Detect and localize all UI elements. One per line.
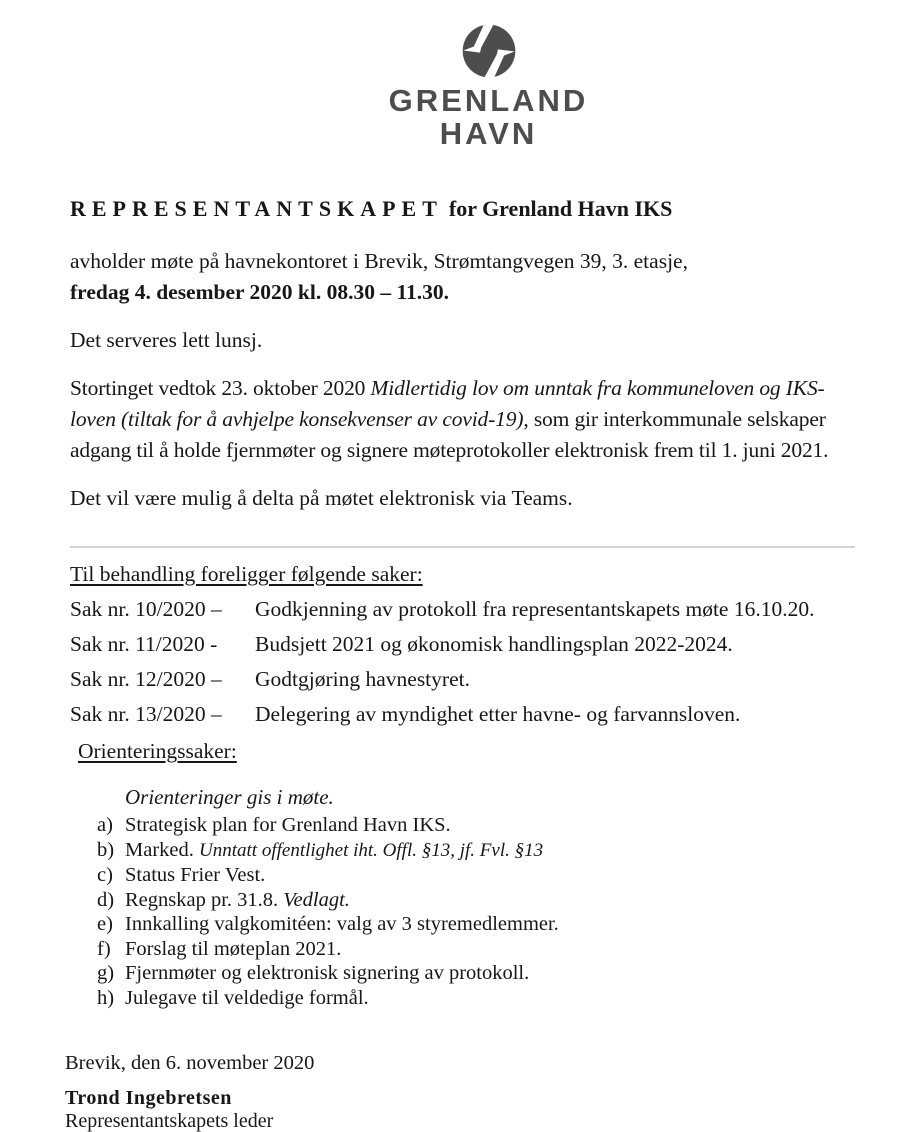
section-divider [70,546,855,548]
orientation-item-marker: c) [97,864,113,886]
orientation-item-marker: e) [97,913,113,935]
signer-name: Trond Ingebretsen [65,1087,232,1109]
orientation-item-marker: h) [97,986,115,1009]
orientation-item-text: Julegave til veldedige formål. [125,986,369,1009]
signature-block [65,1052,855,1132]
orientation-item-italic: Vedlagt. [283,888,350,911]
intro-paragraph [70,246,855,308]
orientation-item-text: Regnskap pr. 31.8. Vedlagt. [125,888,350,911]
agenda-heading: Til behandling foreligger følgende saker: [70,562,423,586]
orientation-item-text: Status Frier Vest. [125,864,266,886]
logo-wordmark-line1: GRENLAND [388,83,589,118]
grenland-havn-logo-icon [461,23,517,79]
orientation-item-italic: Unntatt offentlighet iht. Offl. §13, jf. Fvl. §13 [199,839,544,861]
title-organization: for Grenland Havn IKS [448,196,673,221]
orientation-item-marker: f) [97,937,111,960]
teams-note: Det vil være mulig å delta på møtet elektronisk via Teams. [70,486,573,510]
orientation-item [70,813,855,838]
agenda-item [70,599,855,620]
meeting-location-line: avholder møte på havnekontoret i Brevik, Strømtangvegen 39, 3. etasje, [70,249,688,273]
logo-wordmark-line2: HAVN [439,116,538,151]
orientation-item-text: Forslag til møteplan 2021. [125,937,342,960]
logo [96,15,881,150]
title-spaced-word: REPRESENTANTSKAPET [70,196,443,221]
document-title [70,196,855,222]
orientation-item-marker: g) [97,962,115,984]
meeting-datetime-line: fredag 4. desember 2020 kl. 08.30 – 11.30. [70,280,450,304]
agenda-item-text: Godkjenning av protokoll fra representantskapets møte 16.10.20. [255,597,815,621]
orientation-item [70,937,855,962]
orientation-item-text: Strategisk plan for Grenland Havn IKS. [125,814,451,836]
law-paragraph [70,373,855,466]
agenda-item [70,634,855,655]
orientation-item [70,863,855,888]
agenda-item-label: Sak nr. 12/2020 – [70,667,222,691]
orientation-note: Orienteringer gis i møte. [125,785,334,809]
orientation-item-marker: a) [97,814,113,836]
place-date: Brevik, den 6. november 2020 [65,1052,315,1074]
orientation-item-text: Fjernmøter og elektronisk signering av protokoll. [125,962,530,984]
law-title-italic: Midlertidig lov om unntak fra kommuneloven og IKS-loven (tiltak for å avhjelpe konsekvenser av covid-19) [70,376,825,431]
agenda-item-text: Godtgjøring havnestyret. [255,667,470,691]
agenda-item [70,669,855,690]
agenda-item [70,704,855,725]
agenda-item-text: Delegering av myndighet etter havne- og farvannsloven. [255,702,741,726]
orientation-item-text: Innkalling valgkomitéen: valg av 3 styremedlemmer. [125,913,559,935]
signer-title: Representantskapets leder [65,1110,274,1132]
orientation-item [70,961,855,986]
agenda-item-label: Sak nr. 11/2020 - [70,632,218,656]
agenda-list [70,599,855,725]
agenda-item-text: Budsjett 2021 og økonomisk handlingsplan 2022-2024. [255,632,733,656]
orientation-item [70,986,855,1011]
law-text-post: , som gir interkommunale selskaper adgang til å holde fjernmøter og signere møteprotokoller elektronisk frem til 1. juni 2021. [70,407,829,462]
orientation-item [70,912,855,937]
agenda-item-label: Sak nr. 13/2020 – [70,702,222,726]
orientation-list [70,813,855,1010]
agenda-item-label: Sak nr. 10/2020 – [70,597,222,621]
orientation-item-text: Marked. Unntatt offentlighet iht. Offl. §13, jf. Fvl. §13 [125,838,544,861]
orientation-heading: Orienteringssaker: [78,739,237,763]
lunch-note: Det serveres lett lunsj. [70,328,263,352]
orientation-item-marker: b) [97,838,115,861]
law-text-pre: Stortinget vedtok 23. oktober 2020 [70,376,371,400]
orientation-item [70,888,855,913]
orientation-item-marker: d) [97,888,115,911]
orientation-item [70,838,855,864]
